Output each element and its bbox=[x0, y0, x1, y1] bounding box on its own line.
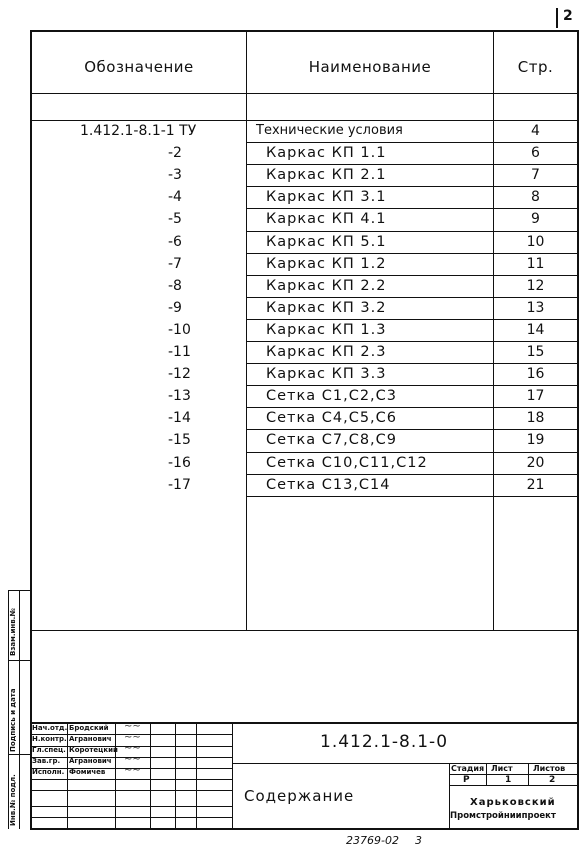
row-page: 14 bbox=[526, 321, 545, 338]
row-name: Каркас КП 4.1 bbox=[266, 211, 387, 228]
row-designation: -13 bbox=[168, 388, 191, 405]
signer-name: Коротецкий bbox=[69, 746, 118, 754]
row-page: 10 bbox=[526, 233, 545, 250]
row-page: 20 bbox=[526, 454, 545, 471]
row-page: 16 bbox=[526, 366, 545, 383]
sheet-label: Лист bbox=[491, 764, 513, 773]
document-code: 1.412.1-8.1-0 bbox=[320, 732, 449, 752]
row-page: 15 bbox=[526, 344, 545, 360]
row-name: Технические условия bbox=[256, 123, 403, 138]
document-title: Содержание bbox=[244, 787, 355, 805]
signer-role: Н.контр. bbox=[32, 735, 67, 743]
signer-name: Бродский bbox=[69, 724, 109, 732]
org-name-line1: Харьковский bbox=[470, 797, 556, 808]
row-page: 21 bbox=[526, 476, 545, 493]
row-designation: -3 bbox=[168, 167, 182, 184]
row-name: Каркас КП 1.3 bbox=[266, 321, 387, 338]
row-name: Сетка С10,С11,С12 bbox=[266, 454, 428, 471]
header-designation: Обозначение bbox=[84, 58, 194, 76]
row-page: 17 bbox=[526, 388, 545, 405]
row-designation: 1.412.1-8.1-1 ТУ bbox=[80, 123, 197, 139]
row-designation: -10 bbox=[168, 321, 191, 338]
row-designation: -4 bbox=[168, 189, 182, 206]
row-designation: -7 bbox=[168, 255, 182, 272]
frame-bottom bbox=[30, 828, 579, 830]
signature-scribble: ~~ bbox=[124, 765, 141, 776]
row-designation: -15 bbox=[168, 432, 191, 449]
stage-value: Р bbox=[463, 775, 470, 785]
row-name: Каркас КП 5.1 bbox=[266, 233, 387, 250]
row-name: Каркас КП 2.2 bbox=[266, 277, 387, 294]
row-page: 6 bbox=[531, 145, 540, 162]
row-designation: -17 bbox=[168, 476, 191, 493]
row-name: Каркас КП 3.3 bbox=[266, 366, 387, 383]
row-page: 18 bbox=[526, 410, 545, 427]
row-designation: -16 bbox=[168, 454, 191, 471]
footer-number: 23769-02 bbox=[346, 834, 399, 847]
sheets-label: Листов bbox=[533, 764, 566, 773]
header-page: Стр. bbox=[517, 58, 554, 76]
signer-role: Нач.отд. bbox=[32, 724, 68, 732]
signature-scribble: ~~ bbox=[124, 743, 141, 754]
row-page: 7 bbox=[531, 167, 540, 184]
row-name: Каркас КП 2.1 bbox=[266, 167, 387, 184]
side-stamp-inv: Инв.№ подл. bbox=[9, 774, 17, 826]
row-page: 13 bbox=[526, 299, 545, 316]
header-name: Наименование bbox=[308, 58, 432, 76]
row-page: 8 bbox=[531, 189, 540, 206]
row-name: Каркас КП 2.3 bbox=[266, 344, 387, 360]
signer-name: Фомичев bbox=[69, 768, 106, 776]
row-page: 19 bbox=[526, 432, 545, 449]
signer-name: Агранович bbox=[69, 735, 112, 743]
row-name: Каркас КП 3.1 bbox=[266, 189, 387, 206]
row-name: Каркас КП 3.2 bbox=[266, 299, 387, 316]
footer-page: 3 bbox=[415, 834, 422, 847]
signer-name: Агранович bbox=[69, 757, 112, 765]
row-page: 11 bbox=[526, 255, 545, 272]
row-designation: -12 bbox=[168, 366, 191, 383]
row-page: 9 bbox=[531, 211, 540, 228]
signature-scribble: ~~ bbox=[124, 754, 141, 765]
row-designation: -5 bbox=[168, 211, 182, 228]
row-name: Сетка С7,С8,С9 bbox=[266, 432, 398, 449]
row-designation: -11 bbox=[168, 344, 191, 360]
row-designation: -6 bbox=[168, 233, 182, 250]
row-name: Сетка С13,С14 bbox=[266, 476, 391, 493]
signature-scribble: ~~ bbox=[124, 721, 141, 732]
row-name: Каркас КП 1.1 bbox=[266, 145, 387, 162]
sheets-value: 2 bbox=[549, 775, 556, 785]
row-designation: -8 bbox=[168, 277, 182, 294]
row-page: 4 bbox=[531, 123, 540, 139]
side-stamp-sign: Подпись и дата bbox=[9, 688, 17, 752]
signer-role: Гл.спец. bbox=[32, 746, 66, 754]
signer-role: Зав.гр. bbox=[32, 757, 61, 765]
row-page: 12 bbox=[526, 277, 545, 294]
row-designation: -2 bbox=[168, 145, 182, 162]
stage-label: Стадия bbox=[451, 764, 485, 773]
sheet-number: 2 bbox=[563, 8, 573, 24]
sheet-value: 1 bbox=[505, 775, 512, 785]
signature-scribble: ~~ bbox=[124, 732, 141, 743]
side-stamp-replace: Взам.инв.№ bbox=[9, 608, 17, 656]
frame-left bbox=[30, 30, 32, 829]
row-name: Сетка С1,С2,С3 bbox=[266, 388, 398, 405]
signer-role: Исполн. bbox=[32, 768, 65, 776]
row-name: Каркас КП 1.2 bbox=[266, 255, 387, 272]
row-designation: -9 bbox=[168, 299, 182, 316]
row-designation: -14 bbox=[168, 410, 191, 427]
row-name: Сетка С4,С5,С6 bbox=[266, 410, 398, 427]
org-name-line2: Промстройниипроект bbox=[450, 811, 556, 821]
frame-top bbox=[30, 30, 579, 32]
